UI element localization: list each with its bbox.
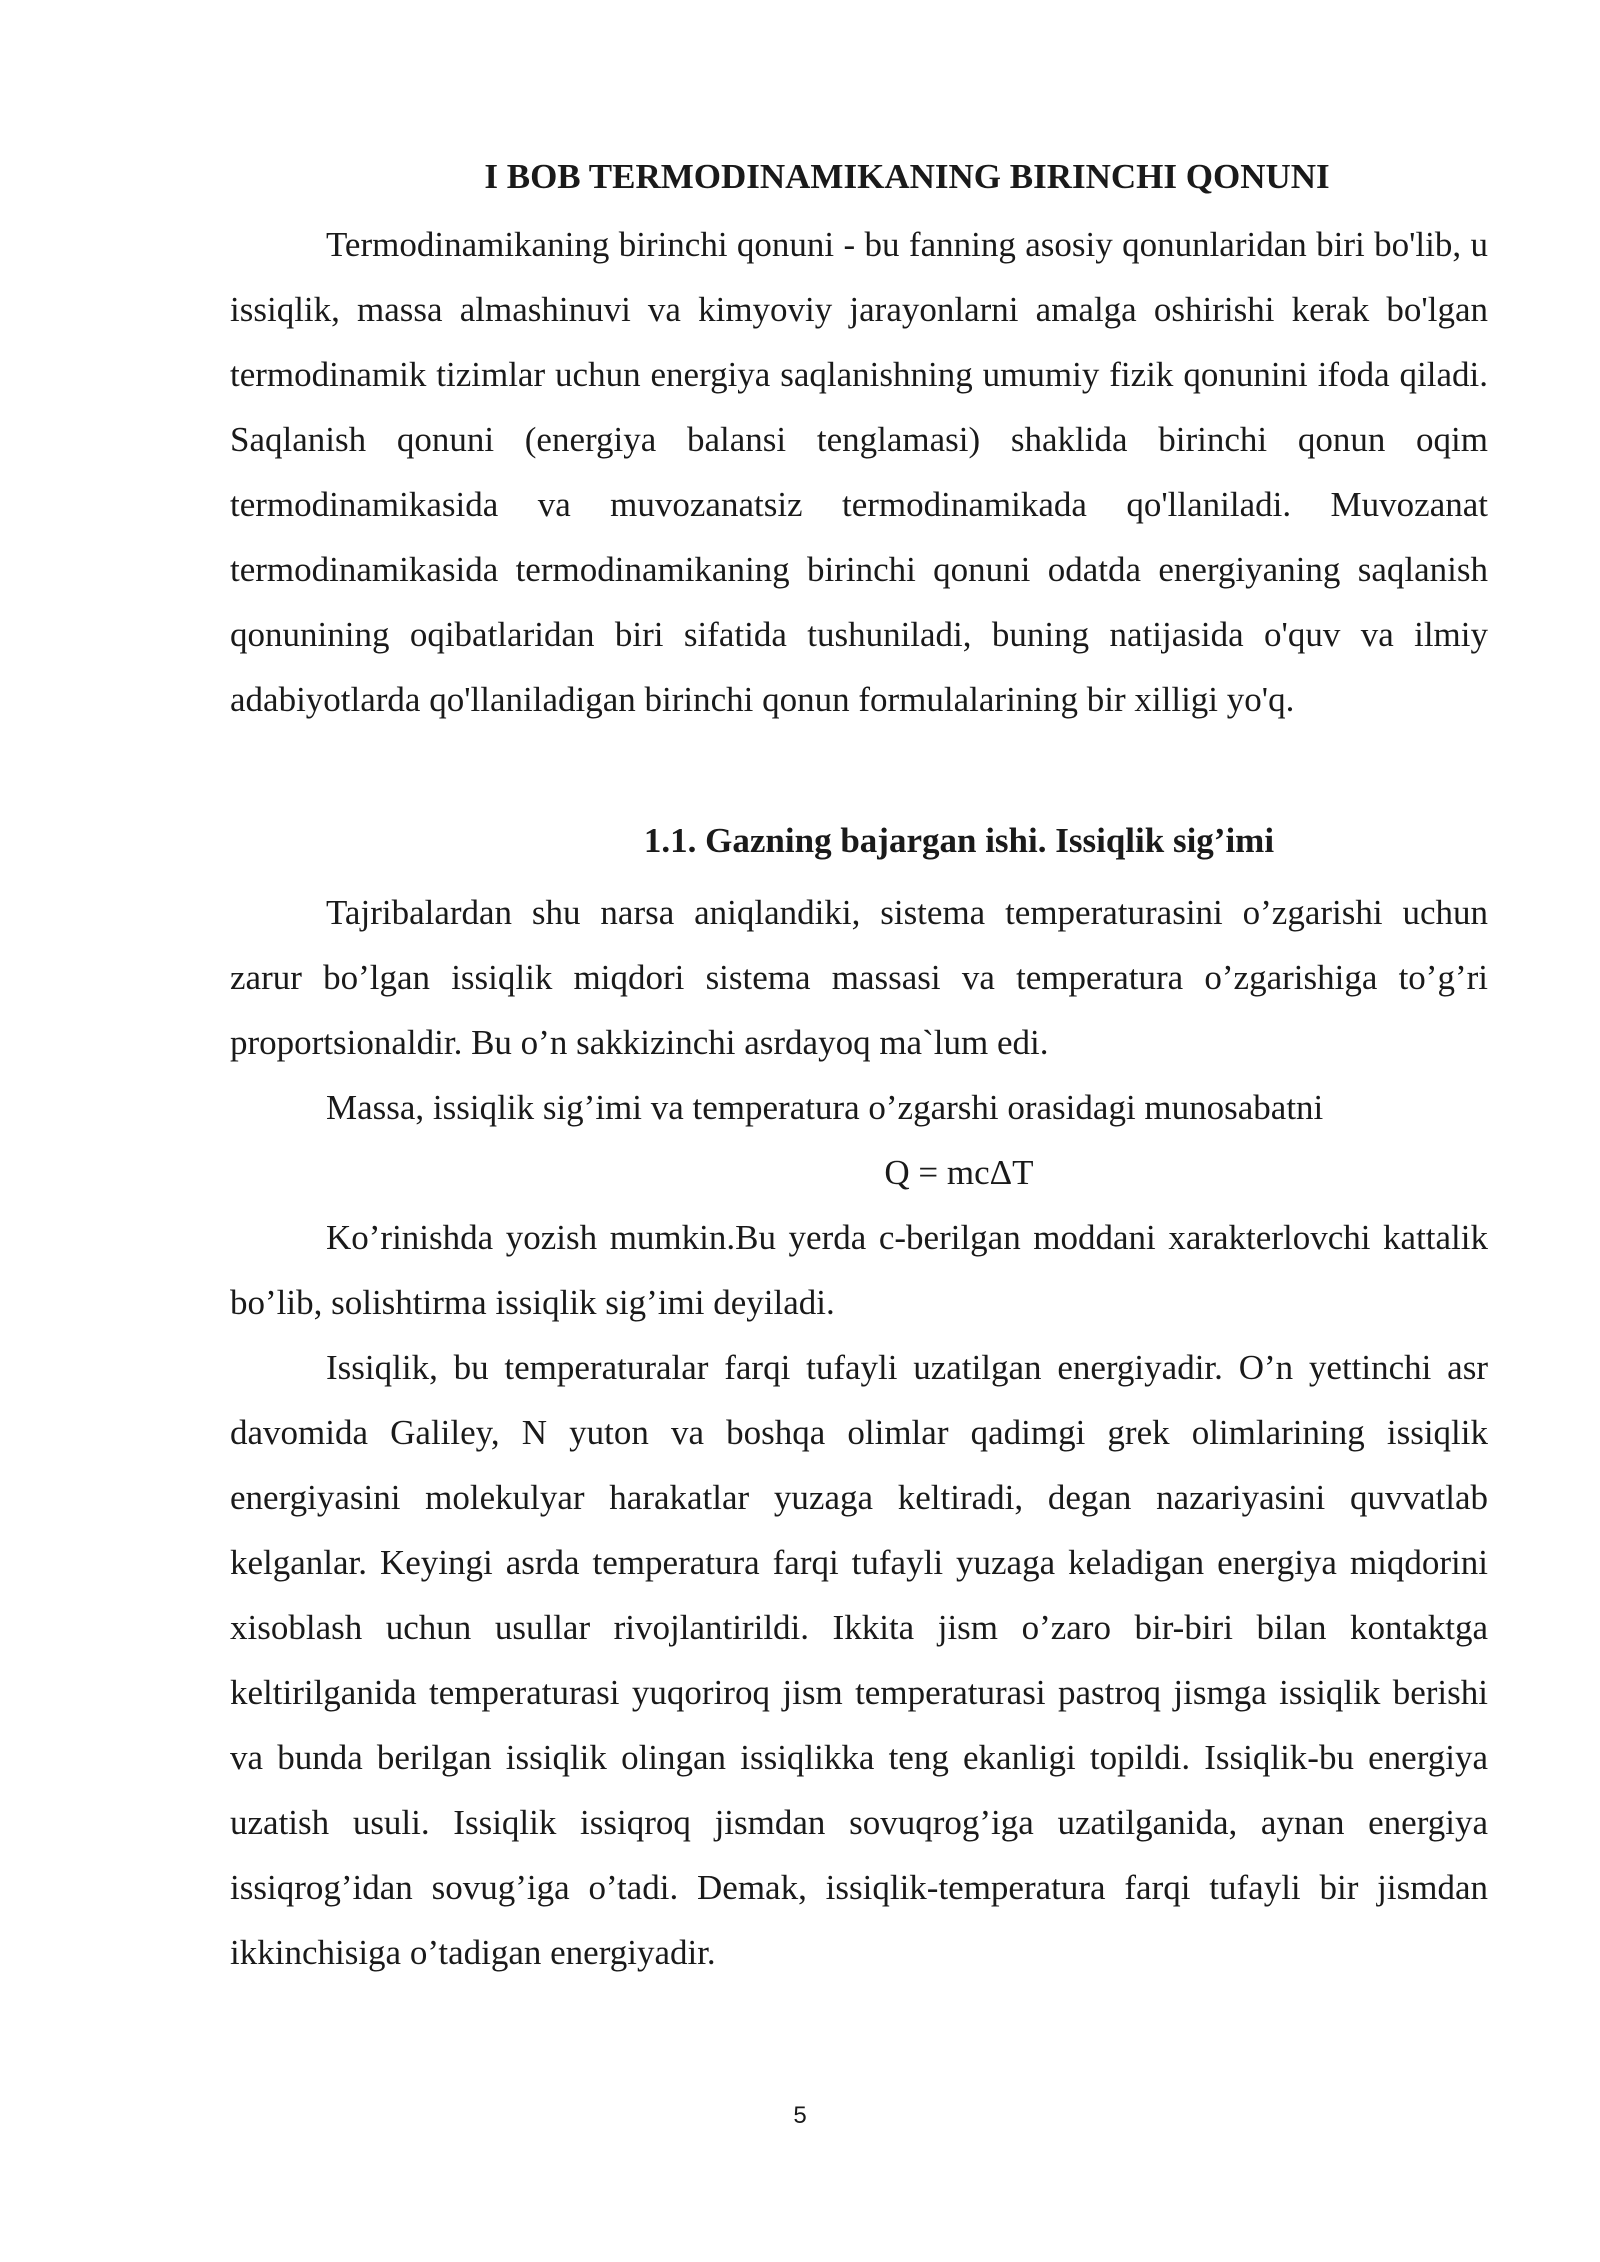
chapter-title: I BOB TERMODINAMIKANING BIRINCHI QONUNI (484, 157, 1330, 196)
section-paragraph: Tajribalardan shu narsa aniqlandiki, sistema temperaturasini o’zgarishi uchun zarur bo’lgan issiqlik miqdori sistema massasi va temperatura o’zgarishiga to’g’ri proportsionaldir. Bu o’n sakkizinchi asrdayoq ma`lum edi. (230, 893, 1488, 1062)
section-paragraph: Issiqlik, bu temperaturalar farqi tufayli uzatilgan energiyadir. O’n yettinchi asr davomida Galiley, N yuton va boshqa olimlar qadimgi grek olimlarining issiqlik energiyasini molekulyar harakatlar yuzaga keltiradi, degan nazariyasini quvvatlab kelganlar. Keyingi asrda temperatura farqi tufayli yuzaga keladigan energiya miqdorini xisoblash uchun usullar rivojlantirildi. Ikkita jism o’zaro bir-biri bilan kontaktga keltirilganida temperaturasi yuqoriroq jism temperaturasi pastroq jismga issiqlik berishi va bunda berilgan issiqlik olingan issiqlikka teng ekanligi topildi. Issiqlik-bu energiya uzatish usuli. Issiqlik issiqroq jismdan sovuqrog’iga uzatilganida, aynan energiya issiqrog’idan sovug’iga o’tadi. Demak, issiqlik-temperatura farqi tufayli bir jismdan ikkinchisiga o’tadigan energiyadir. (230, 1348, 1488, 1972)
section-paragraph: Ko’rinishda yozish mumkin.Bu yerda c-berilgan moddani xarakterlovchi kattalik bo’lib, solishtirma issiqlik sig’imi deyiladi. (230, 1218, 1488, 1322)
section-title: 1.1. Gazning bajargan ishi. Issiqlik sig’imi (643, 821, 1275, 860)
chapter-intro-paragraph: Termodinamikaning birinchi qonuni - bu fanning asosiy qonunlaridan biri bo'lib, u issiqlik, massa almashinuvi va kimyoviy jarayonlarni amalga oshirishi kerak bo'lgan termodinamik tizimlar uchun energiya saqlanishning umumiy fizik qonunini ifoda qiladi. Saqlanish qonuni (energiya balansi tenglamasi) shaklida birinchi qonun oqim termodinamikasida va muvozanatsiz termodinamikada qo'llaniladi. Muvozanat termodinamikasida termodinamikaning birinchi qonuni odatda energiyaning saqlanish qonunining oqibatlaridan biri sifatida tushuniladi, buning natijasida o'quv va ilmiy adabiyotlarda qo'llaniladigan birinchi qonun formulalarining bir xilligi yo'q. (230, 225, 1488, 719)
section-paragraph: Massa, issiqlik sig’imi va temperatura o’zgarshi orasidagi munosabatni (326, 1088, 1324, 1127)
heat-formula: Q = mcΔT (884, 1153, 1034, 1192)
document-page (230, 148, 1488, 1985)
page-number: 5 (793, 2102, 807, 2129)
